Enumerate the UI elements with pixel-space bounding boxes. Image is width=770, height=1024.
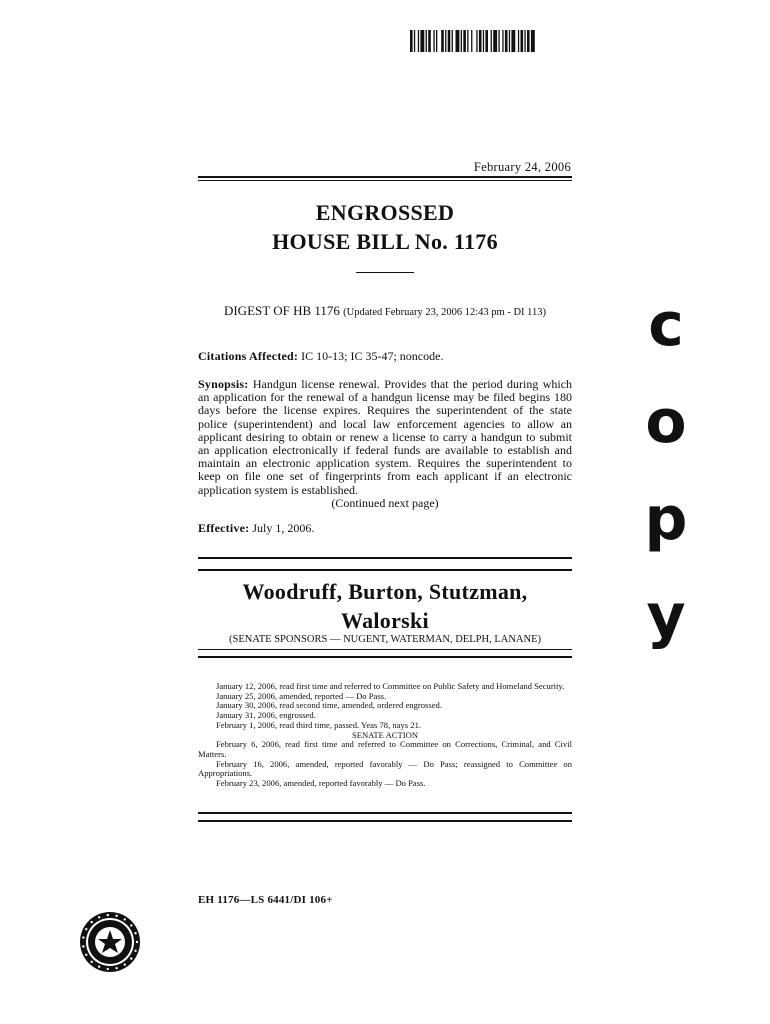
barcode (410, 30, 588, 52)
senate-action: February 16, 2006, amended, reported favorably — Do Pass; reassigned to Committee on Appropriations. (198, 758, 572, 779)
effective-label: Effective: (198, 521, 250, 535)
sponsors-line-1: Woodruff, Burton, Stutzman, (242, 579, 528, 604)
senate-sponsors: (SENATE SPONSORS — NUGENT, WATERMAN, DELPH, LANANE) (229, 634, 541, 645)
digest-main: DIGEST OF HB 1176 (223, 303, 340, 318)
document-footer: EH 1176—LS 6441/DI 106+ (198, 894, 333, 906)
effective-date (198, 522, 572, 535)
document-date: February 24, 2006 (473, 160, 571, 174)
divider (198, 180, 572, 181)
synopsis-text: Handgun license renewal. Provides that the period during which an application for the renewal of a handgun license may be filed begins 180 days before the license expires. Requires the superintendent of the state police (superintendent) and local law enforcement agencies to allow an applicant desiring to obtain or renew a license to carry a handgun to submit an application electronically if federal funds are available to establish and maintain an electronic application system. Requires the superintendent to keep on file one set of fingerprints from each applicant if an electronic application system is established. (198, 377, 573, 497)
senate-action-heading: SENATE ACTION (351, 729, 419, 740)
synopsis (198, 378, 572, 510)
digest-heading (198, 303, 572, 319)
divider (198, 557, 572, 559)
title-underline (356, 272, 414, 273)
copy-watermark-letter: o (645, 387, 687, 457)
citations-text: IC 10-13; IC 35-47; noncode. (301, 349, 444, 363)
house-sponsors (198, 577, 572, 635)
continued-note: (Continued next page) (331, 495, 439, 510)
copy-watermark-letter: c (648, 290, 684, 360)
house-action: January 31, 2006, engrossed. (216, 710, 316, 721)
house-action: January 12, 2006, read first time and referred to Committee on Public Safety and Homeland Security. (216, 681, 565, 691)
house-action: January 25, 2006, amended, reported — Do Pass. (216, 690, 387, 701)
house-action: February 1, 2006, read third time, passed. Yeas 78, nays 21. (216, 719, 422, 730)
legislative-history (198, 682, 572, 789)
synopsis-label: Synopsis: (198, 377, 249, 391)
state-seal-icon (79, 911, 141, 973)
senate-action: February 23, 2006, amended, reported favorably — Do Pass. (216, 778, 426, 789)
citations-label: Citations Affected: (198, 349, 299, 363)
copy-watermark-letter: p (644, 484, 688, 554)
copy-watermark-letter: y (646, 581, 686, 651)
divider (198, 176, 572, 178)
divider (198, 656, 572, 658)
house-action: January 30, 2006, read second time, amended, ordered engrossed. (216, 700, 442, 711)
divider (198, 820, 572, 822)
senate-action: February 6, 2006, read first time and referred to Committee on Corrections, Criminal, and Civil Matters. (198, 739, 572, 759)
divider (198, 569, 572, 571)
divider (198, 812, 572, 814)
bill-status-title: ENGROSSED (315, 200, 455, 225)
effective-text: July 1, 2006. (252, 521, 315, 535)
divider (198, 649, 572, 650)
bill-number-title: HOUSE BILL No. 1176 (272, 229, 498, 254)
citations-affected (198, 350, 572, 363)
sponsors-line-2: Walorski (341, 608, 429, 633)
digest-updated: (Updated February 23, 2006 12:43 pm - DI 113) (343, 307, 547, 318)
